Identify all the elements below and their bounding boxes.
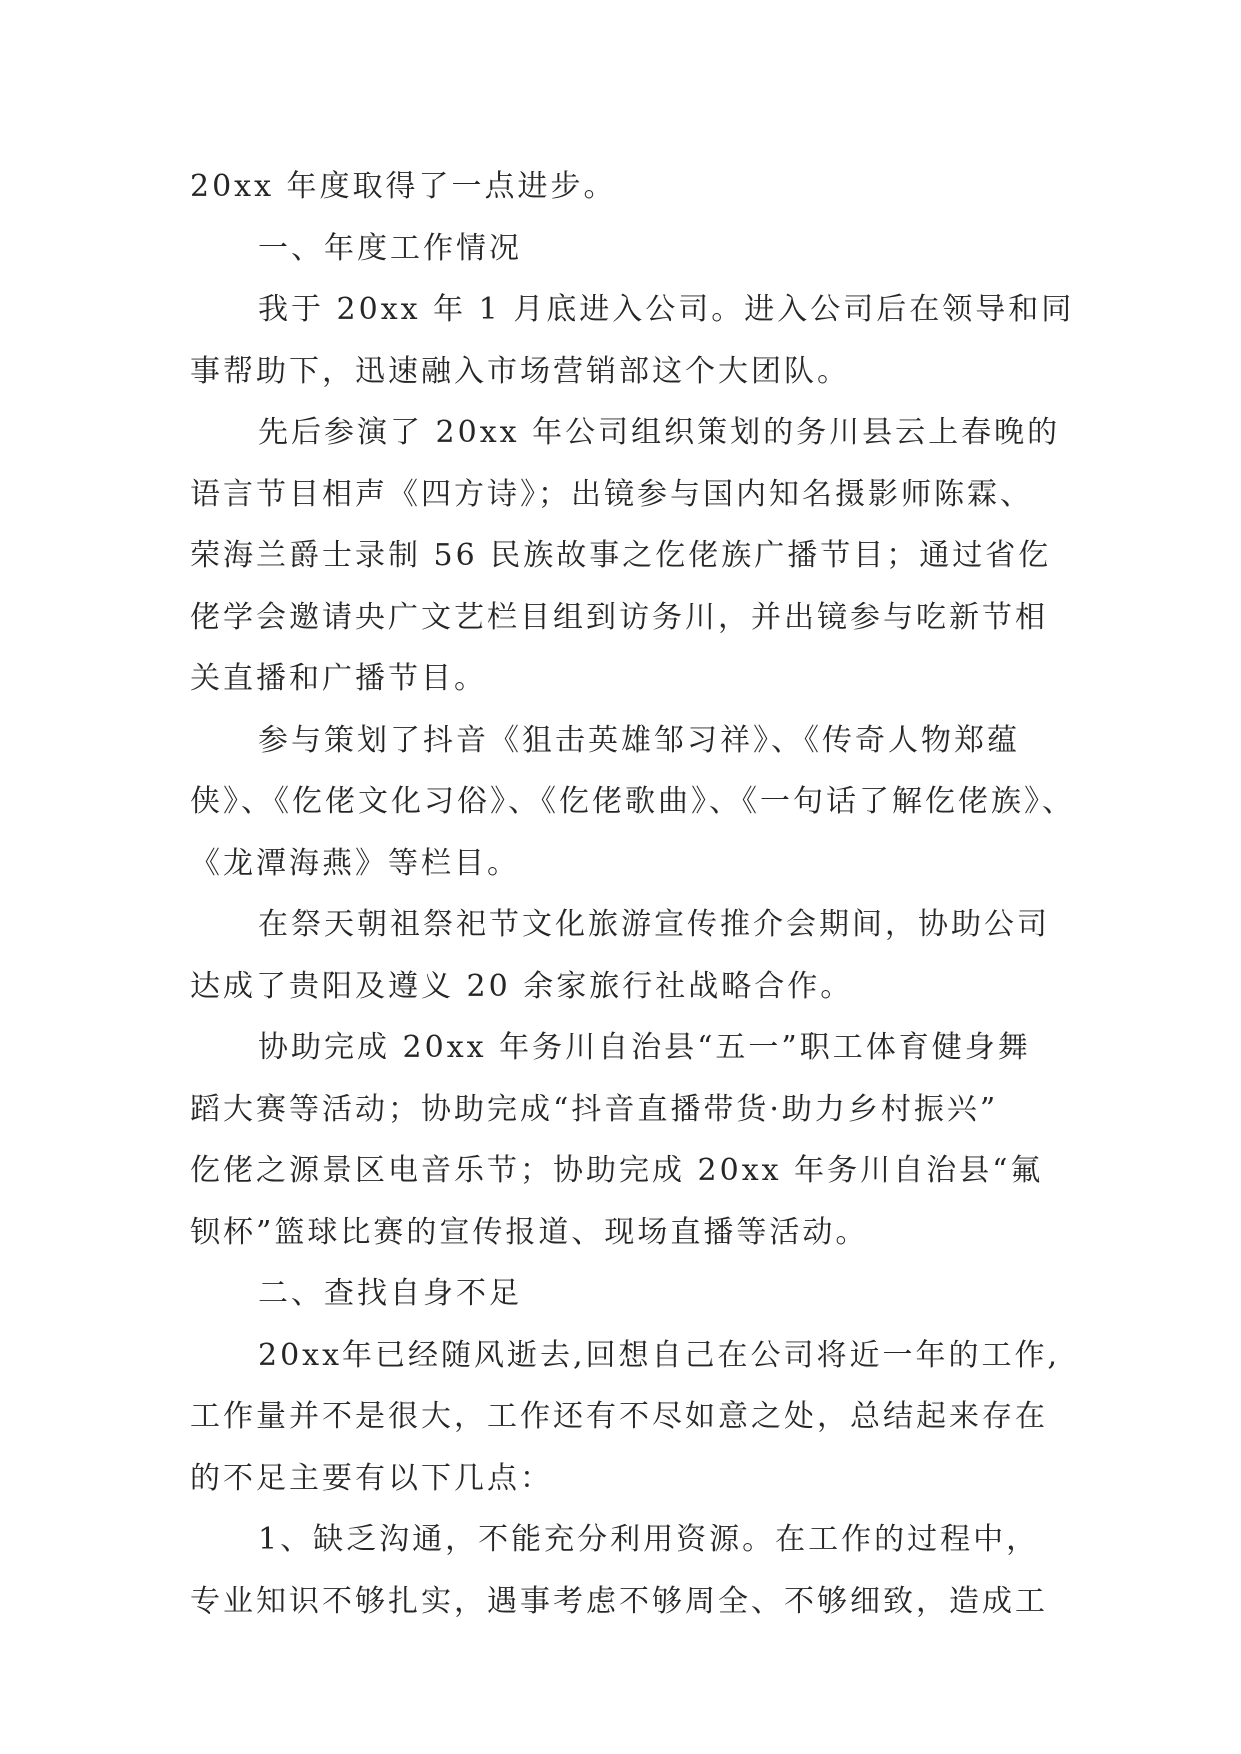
text-line: 佬学会邀请央广文艺栏目组到访务川，并出镜参与吃新节相 xyxy=(190,600,1048,635)
text-line: 我于 20xx 年 1 月底进入公司。进入公司后在领导和同 xyxy=(258,292,1075,327)
text-line: 的不足主要有以下几点： xyxy=(190,1461,553,1496)
text-line: 《龙潭海燕》等栏目。 xyxy=(190,846,520,881)
text-line: 在祭天朝祖祭祀节文化旅游宣传推介会期间，协助公司 xyxy=(258,907,1050,942)
text-line: 1、缺乏沟通，不能充分利用资源。在工作的过程中， xyxy=(258,1522,1040,1557)
text-line: 蹈大赛等活动；协助完成“抖音直播带货·助力乡村振兴” xyxy=(190,1092,999,1127)
text-line: 工作量并不是很大，工作还有不尽如意之处，总结起来存在 xyxy=(190,1399,1048,1434)
text-line: 侠》、《仡佬文化习俗》、《仡佬歌曲》、《一句话了解仡佬族》、 xyxy=(190,784,1075,819)
text-line: 钡杯”篮球比赛的宣传报道、现场直播等活动。 xyxy=(190,1215,869,1250)
text-line: 先后参演了 20xx 年公司组织策划的务川县云上春晚的 xyxy=(258,415,1061,450)
section-heading: 一、年度工作情况 xyxy=(258,231,522,266)
text-line: 20xx年已经随风逝去,回想自己在公司将近一年的工作, xyxy=(258,1338,1061,1373)
text-line: 语言节目相声《四方诗》；出镜参与国内知名摄影师陈霖、 xyxy=(190,477,1033,512)
text-line: 荣海兰爵士录制 56 民族故事之仡佬族广播节目；通过省仡 xyxy=(190,538,1052,573)
text-line: 关直播和广播节目。 xyxy=(190,661,487,696)
text-line: 事帮助下，迅速融入市场营销部这个大团队。 xyxy=(190,354,850,389)
text-line: 仡佬之源景区电音乐节；协助完成 20xx 年务川自治县“氟 xyxy=(190,1153,1044,1188)
section-heading: 二、查找自身不足 xyxy=(258,1276,522,1311)
text-line: 参与策划了抖音《狙击英雄邹习祥》、《传奇人物郑蕴 xyxy=(258,723,1020,758)
text-line: 协助完成 20xx 年务川自治县“五一”职工体育健身舞 xyxy=(258,1030,1031,1065)
text-line: 20xx 年度取得了一点进步。 xyxy=(190,169,617,204)
text-line: 专业知识不够扎实，遇事考虑不够周全、不够细致，造成工 xyxy=(190,1584,1048,1619)
text-line: 达成了贵阳及遵义 20 余家旅行社战略合作。 xyxy=(190,969,854,1004)
